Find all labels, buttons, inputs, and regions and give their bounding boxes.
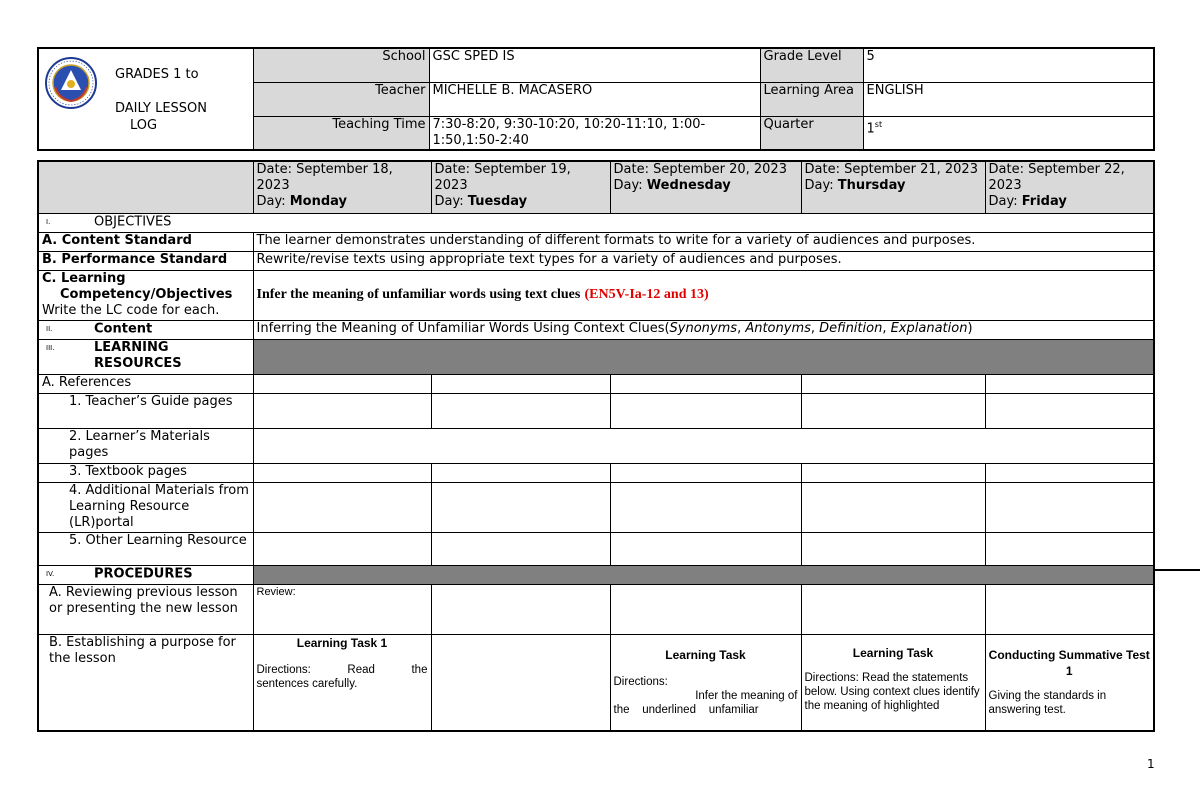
content-text-pre: Inferring the Meaning of Unfamiliar Words Using Context Clues( — [256, 320, 670, 336]
title-line-3: LOG — [130, 118, 158, 133]
procedures-row — [38, 565, 1154, 584]
separator: , — [810, 320, 820, 336]
teaching-time-value: 7:30-8:20, 9:30-10:20, 10:20-11:10, 1:00-1:50,1:50-2:40 — [429, 116, 760, 150]
day-prefix: Day: — [804, 178, 838, 193]
title-line-1: GRADES 1 to — [115, 67, 199, 82]
cell — [801, 374, 985, 393]
day-cell-thursday — [801, 161, 985, 213]
content-standard-row — [38, 232, 1154, 251]
cell — [801, 532, 985, 565]
cell — [801, 393, 985, 428]
purpose-row — [38, 634, 1154, 731]
cell — [253, 532, 431, 565]
learners-materials-row — [38, 428, 1154, 463]
date-text: Date: September 20, 2023 — [613, 162, 787, 177]
task-text: Giving the standards in answering test. — [988, 689, 1107, 716]
cell — [253, 374, 431, 393]
cell — [801, 584, 985, 634]
date-text: Date: September 18, 2023 — [256, 162, 393, 193]
competency-label-line3: Write the LC code for each. — [42, 302, 220, 318]
task-directions-rest: sentences carefully. — [256, 677, 358, 690]
header-logo-cell — [38, 48, 253, 150]
competency-code: (EN5V-Ia-12 and 13) — [584, 287, 709, 302]
date-text: Date: September 21, 2023 — [804, 162, 978, 177]
task-title: Conducting Summative Test 1 — [988, 647, 1150, 678]
textbook-row — [38, 463, 1154, 482]
school-label: School — [253, 48, 429, 82]
references-label: A. References — [38, 374, 253, 393]
performance-standard-row — [38, 251, 1154, 270]
content-antonyms: Antonyms — [745, 320, 811, 336]
teacher-value: MICHELLE B. MACASERO — [429, 82, 760, 116]
section-title: PROCEDURES — [94, 566, 193, 581]
roman-numeral: III. — [46, 343, 55, 352]
cell — [610, 584, 801, 634]
cell — [253, 428, 1154, 463]
quarter-number: 1 — [866, 120, 875, 136]
purpose-tuesday — [431, 634, 610, 731]
day-prefix: Day: — [434, 194, 468, 209]
content-synonyms: Synonyms — [669, 320, 738, 336]
cell — [431, 584, 610, 634]
task-text-line1: Infer the meaning of — [695, 689, 798, 702]
resources-row — [38, 339, 1154, 374]
title-line-2: DAILY LESSON — [115, 101, 208, 116]
section-title: LEARNING RESOURCES — [94, 339, 182, 371]
quarter-suffix: st — [874, 119, 883, 129]
content-standard-text: The learner demonstrates understanding of different formats to write for a variety of audiences and purposes. — [253, 232, 1154, 251]
roman-numeral: II. — [46, 324, 53, 333]
content-text-post: ) — [967, 320, 973, 336]
learners-materials-label: 2. Learner’s Materials pages — [38, 428, 253, 463]
textbook-label: 3. Textbook pages — [38, 463, 253, 482]
review-label: A. Reviewing previous lesson or presenting the new lesson — [38, 584, 253, 634]
teachers-guide-label: 1. Teacher’s Guide pages — [38, 393, 253, 428]
cell — [985, 374, 1154, 393]
roman-numeral: IV. — [46, 569, 55, 578]
content-definition: Definition — [819, 320, 883, 336]
day-prefix: Day: — [256, 194, 290, 209]
task-text: Directions: Read the statements below. Using context clues identify the meaning of highlighted — [804, 671, 980, 712]
date-text: Date: September 22, 2023 — [988, 162, 1125, 193]
purpose-thursday — [801, 634, 985, 731]
review-row — [38, 584, 1154, 634]
day-cell-monday — [253, 161, 431, 213]
section-title: OBJECTIVES — [94, 214, 172, 229]
task-title: Learning Task — [665, 647, 746, 662]
roman-numeral: I. — [46, 217, 51, 226]
cell — [610, 482, 801, 532]
directions-word: the — [411, 663, 428, 676]
objectives-heading — [38, 213, 1154, 232]
separator: , — [737, 320, 746, 336]
day-prefix: Day: — [988, 194, 1022, 209]
content-text — [253, 320, 1154, 339]
day-cell-wednesday — [610, 161, 801, 213]
purpose-label: B. Establishing a purpose for the lesson — [38, 634, 253, 731]
day-name: Friday — [1021, 194, 1067, 209]
grade-level-label: Grade Level — [760, 48, 863, 82]
performance-standard-text: Rewrite/revise texts using appropriate text types for a variety of audiences and purposes. — [253, 251, 1154, 270]
objectives-row — [38, 213, 1154, 232]
cell — [985, 482, 1154, 532]
grade-level-value: 5 — [863, 48, 1154, 82]
learning-area-label: Learning Area — [760, 82, 863, 116]
task-title: Learning Task — [852, 645, 934, 660]
cell — [431, 393, 610, 428]
days-header-row — [38, 161, 1154, 213]
competency-label-line1: C. Learning — [42, 270, 126, 286]
cell — [610, 532, 801, 565]
cell — [610, 393, 801, 428]
competency-text-cell — [253, 270, 1154, 320]
cell — [801, 463, 985, 482]
task-text-line2: the underlined unfamiliar — [613, 703, 759, 716]
additional-materials-label: 4. Additional Materials from Learning Resource (LR)portal — [38, 482, 253, 532]
task-title: Learning Task 1 — [296, 635, 388, 650]
cell — [431, 482, 610, 532]
task-directions-line — [257, 663, 428, 677]
cell — [801, 482, 985, 532]
margin-line — [1153, 569, 1200, 571]
separator: , — [882, 320, 891, 336]
competency-row — [38, 270, 1154, 320]
content-label-cell — [38, 320, 253, 339]
cell — [985, 532, 1154, 565]
teachers-guide-row — [38, 393, 1154, 428]
cell — [431, 374, 610, 393]
competency-label — [38, 270, 253, 320]
competency-text: Infer the meaning of unfamiliar words using text clues — [256, 287, 581, 302]
day-name: Wednesday — [646, 178, 731, 193]
procedures-label-cell — [38, 565, 253, 584]
cell — [610, 463, 801, 482]
content-standard-label: A. Content Standard — [38, 232, 253, 251]
procedures-shaded-cell — [253, 565, 1154, 584]
teaching-time-label: Teaching Time — [253, 116, 429, 150]
lesson-log-table — [37, 160, 1155, 732]
learning-area-value: ENGLISH — [863, 82, 1154, 116]
resources-label-cell — [38, 339, 253, 374]
day-prefix: Day: — [613, 178, 647, 193]
other-resource-label: 5. Other Learning Resource — [38, 532, 253, 565]
content-explanation: Explanation — [890, 320, 968, 336]
review-monday: Review: — [253, 584, 431, 634]
quarter-value — [863, 116, 1154, 150]
purpose-wednesday — [610, 634, 801, 731]
cell — [431, 532, 610, 565]
header-table — [37, 47, 1155, 151]
content-row — [38, 320, 1154, 339]
cell — [253, 482, 431, 532]
day-cell-tuesday — [431, 161, 610, 213]
day-name: Monday — [289, 194, 348, 209]
date-text: Date: September 19, 2023 — [434, 162, 571, 193]
other-resource-row — [38, 532, 1154, 565]
references-row — [38, 374, 1154, 393]
additional-materials-row — [38, 482, 1154, 532]
school-value: GSC SPED IS — [429, 48, 760, 82]
cell — [985, 393, 1154, 428]
day-name: Tuesday — [467, 194, 528, 209]
task-directions-label: Directions: — [613, 675, 668, 688]
cell — [610, 374, 801, 393]
purpose-friday — [985, 634, 1154, 731]
cell — [985, 463, 1154, 482]
day-cell-friday — [985, 161, 1154, 213]
quarter-label: Quarter — [760, 116, 863, 150]
purpose-monday — [253, 634, 431, 731]
competency-label-line2: Competency/Objectives — [60, 286, 233, 302]
day-name: Thursday — [837, 178, 906, 193]
corner-cell — [38, 161, 253, 213]
cell — [253, 463, 431, 482]
teacher-label: Teacher — [253, 82, 429, 116]
directions-word: Read — [347, 663, 375, 676]
performance-standard-label: B. Performance Standard — [38, 251, 253, 270]
cell — [253, 393, 431, 428]
cell — [985, 584, 1154, 634]
page-number: 1 — [1147, 757, 1155, 771]
section-title: Content — [94, 321, 153, 336]
cell — [431, 463, 610, 482]
resources-shaded-cell — [253, 339, 1154, 374]
directions-label: Directions: — [256, 663, 311, 676]
